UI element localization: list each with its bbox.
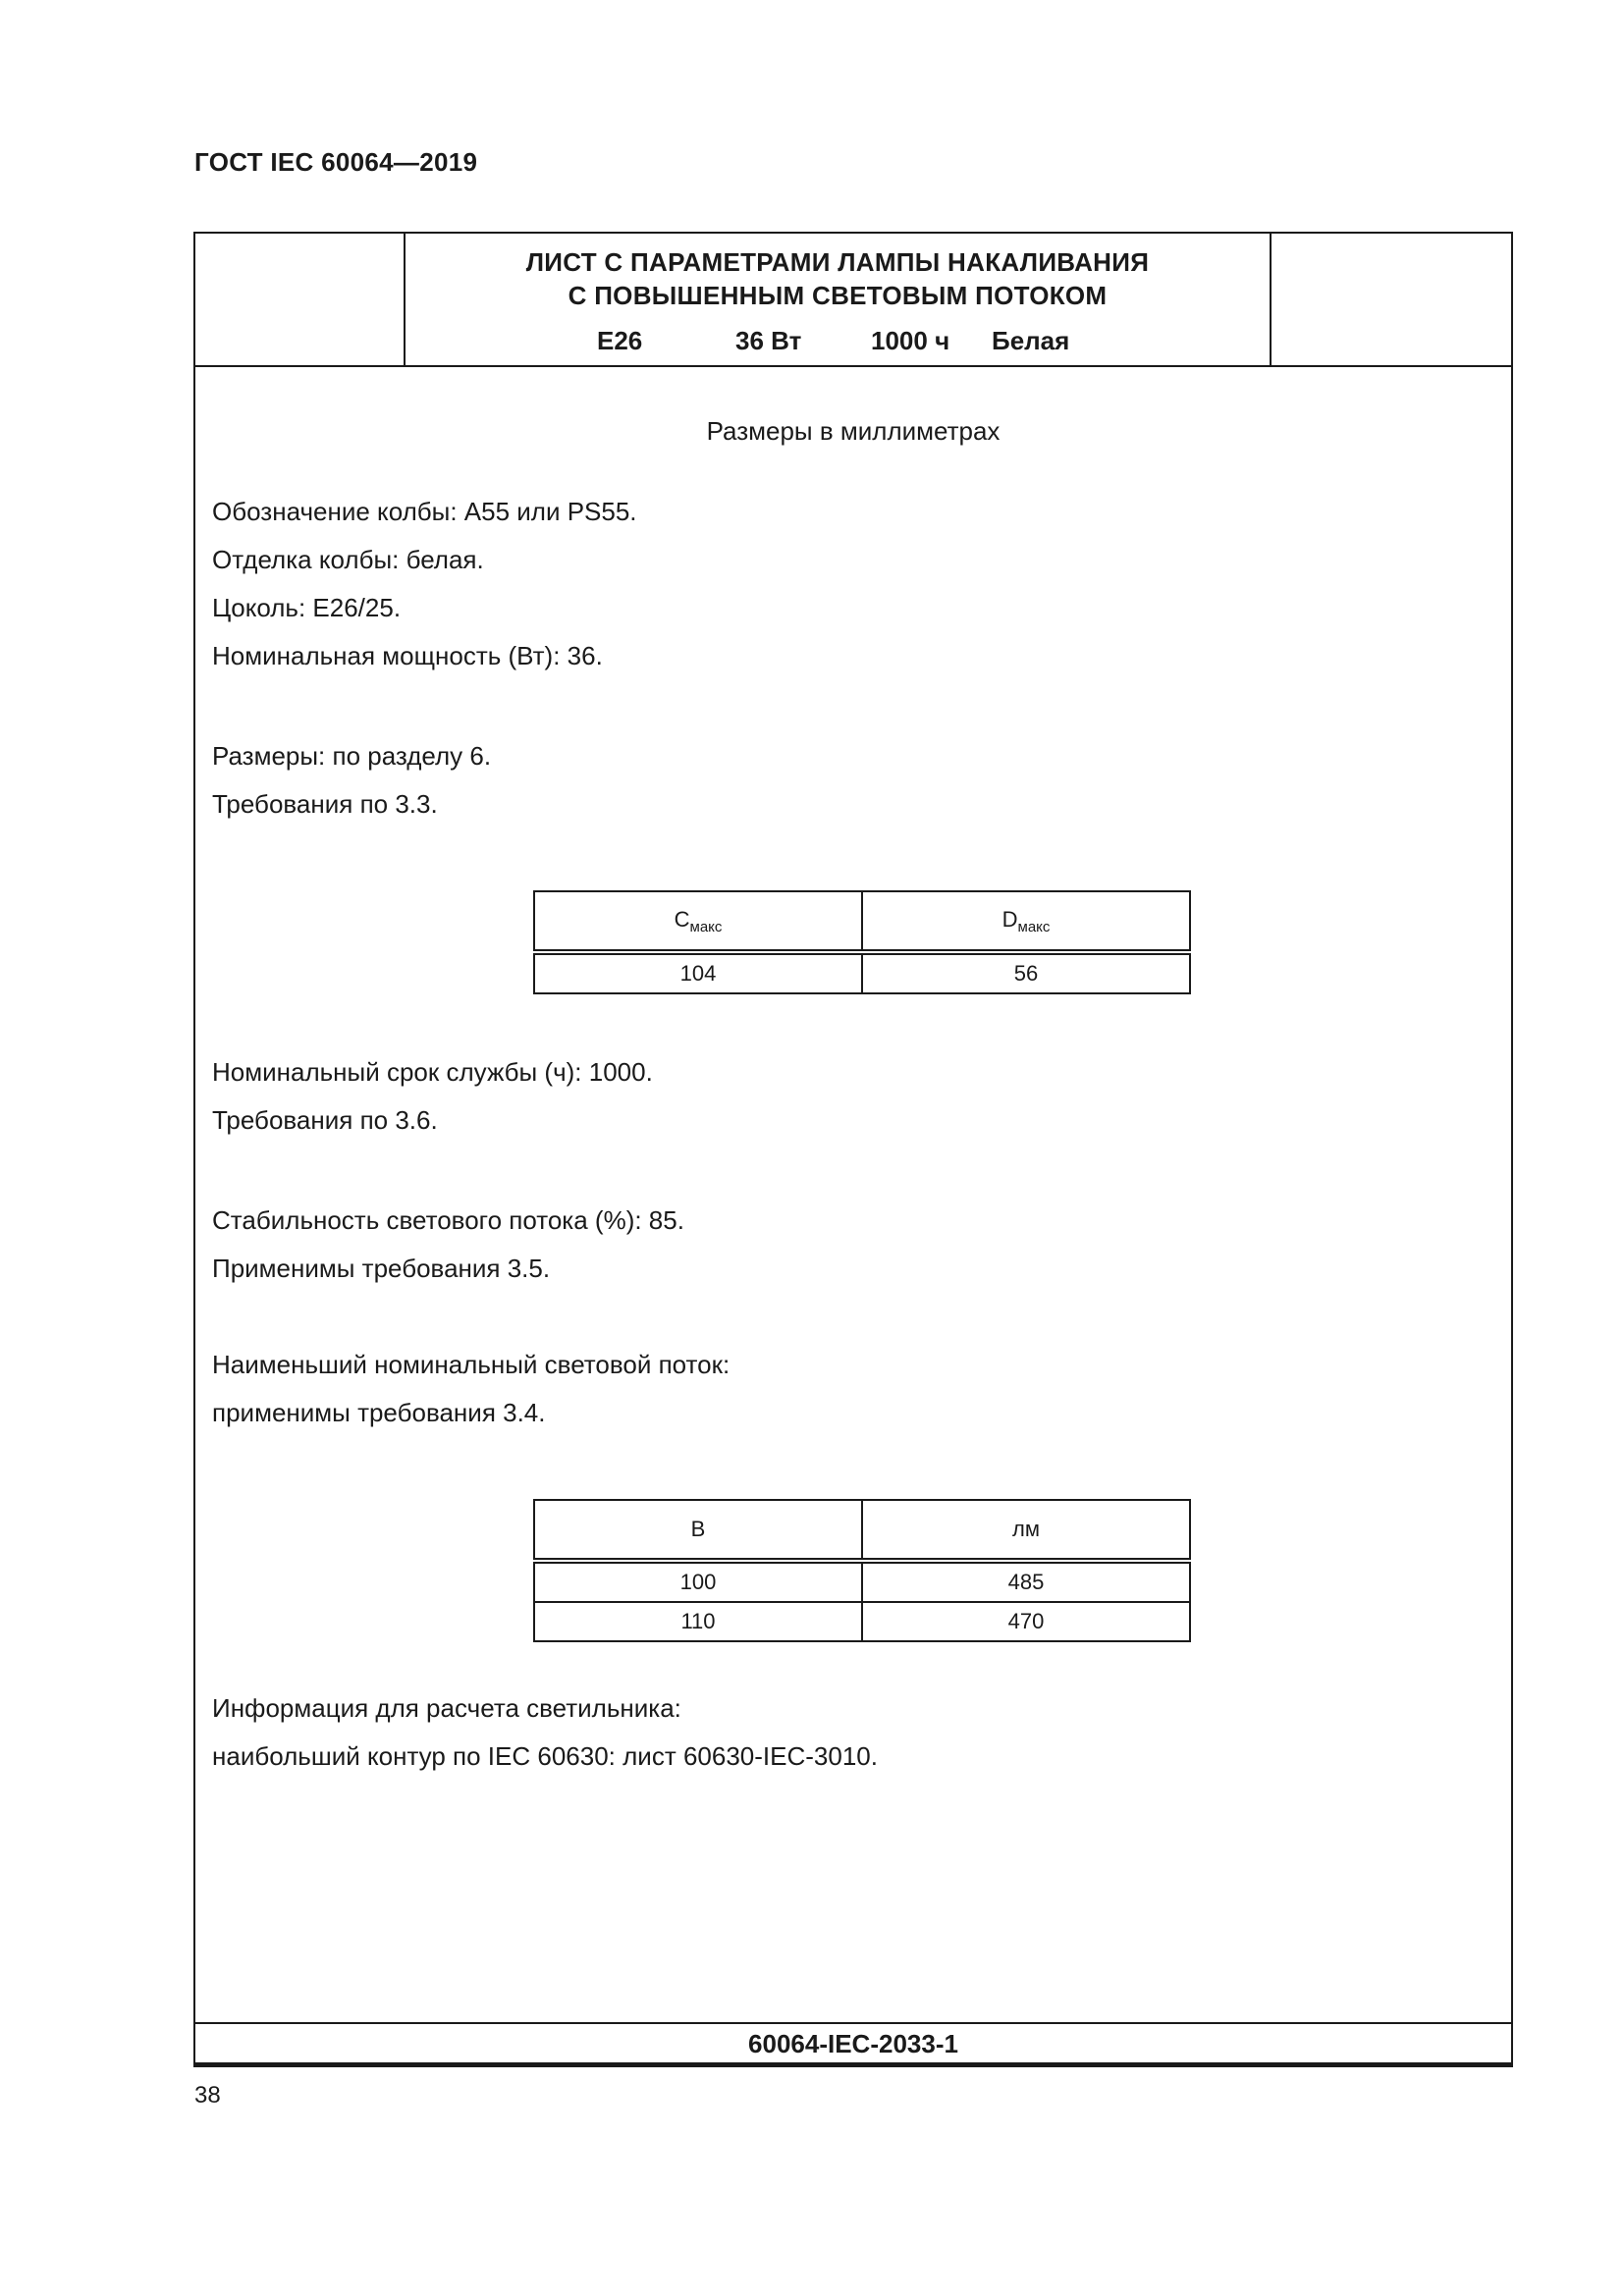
flux-voltage: 100 — [534, 1561, 862, 1602]
luminous-flux-table — [533, 1499, 1191, 1642]
maximum-outline-ref: наибольший контур по IEC 60630: лист 60630-IEC-3010. — [212, 1741, 878, 1771]
flux-voltage: 110 — [534, 1602, 862, 1641]
requirements-ref-3-5: Применимы требования 3.5. — [212, 1254, 551, 1283]
flux-header-lumens: лм — [862, 1500, 1190, 1561]
rated-life: Номинальный срок службы (ч): 1000. — [212, 1057, 653, 1087]
sheet-header — [195, 234, 1511, 367]
param-life: 1000 ч — [871, 326, 950, 355]
parameter-sheet-frame — [193, 232, 1513, 2065]
param-cap: E26 — [597, 326, 643, 355]
dim-value-c: 104 — [534, 952, 862, 993]
param-power: 36 Вт — [735, 326, 802, 355]
luminaire-design-info: Информация для расчета светильника: — [212, 1693, 681, 1723]
requirements-ref-3-6: Требования по 3.6. — [212, 1105, 438, 1135]
sheet-params — [406, 326, 1270, 359]
dimensions-note: Размеры в миллиметрах — [706, 416, 1001, 446]
sheet-title-line1: ЛИСТ С ПАРАМЕТРАМИ ЛАМПЫ НАКАЛИВАНИЯ — [525, 247, 1150, 277]
table-row — [534, 952, 1190, 993]
requirements-ref-3-4: применимы требования 3.4. — [212, 1398, 546, 1427]
rated-wattage: Номинальная мощность (Вт): 36. — [212, 641, 603, 670]
frame-bottom-rule — [193, 2062, 1513, 2067]
minimum-luminous-flux: Наименьший номинальный световой поток: — [212, 1350, 731, 1379]
header-right-cell — [1270, 234, 1511, 365]
flux-lumens: 470 — [862, 1602, 1190, 1641]
dim-value-d: 56 — [862, 952, 1190, 993]
table-row — [534, 1602, 1190, 1641]
page-number: 38 — [194, 2082, 221, 2109]
requirements-ref-3-3: Требования по 3.3. — [212, 789, 438, 819]
dimensions-ref: Размеры: по разделу 6. — [212, 741, 492, 771]
flux-lumens: 485 — [862, 1561, 1190, 1602]
luminous-flux-maintenance: Стабильность светового потока (%): 85. — [212, 1205, 684, 1235]
cap-type: Цоколь: E26/25. — [212, 593, 402, 622]
sheet-title — [406, 245, 1270, 312]
document-code: ГОСТ IEC 60064—2019 — [194, 147, 478, 177]
flux-header-voltage: В — [534, 1500, 862, 1561]
sheet-footer-code: 60064-IEC-2033-1 — [195, 2022, 1511, 2063]
header-left-cell — [195, 234, 406, 365]
param-finish: Белая — [992, 326, 1070, 355]
dim-header-c: $C_{макс}$ — [534, 891, 862, 952]
dimensions-table — [533, 890, 1191, 994]
table-row — [534, 1561, 1190, 1602]
dim-header-d: $D_{макс}$ — [862, 891, 1190, 952]
sheet-title-line2: С ПОВЫШЕННЫМ СВЕТОВЫМ ПОТОКОМ — [568, 281, 1108, 310]
bulb-finish: Отделка колбы: белая. — [212, 545, 484, 574]
bulb-designation: Обозначение колбы: A55 или PS55. — [212, 497, 637, 526]
